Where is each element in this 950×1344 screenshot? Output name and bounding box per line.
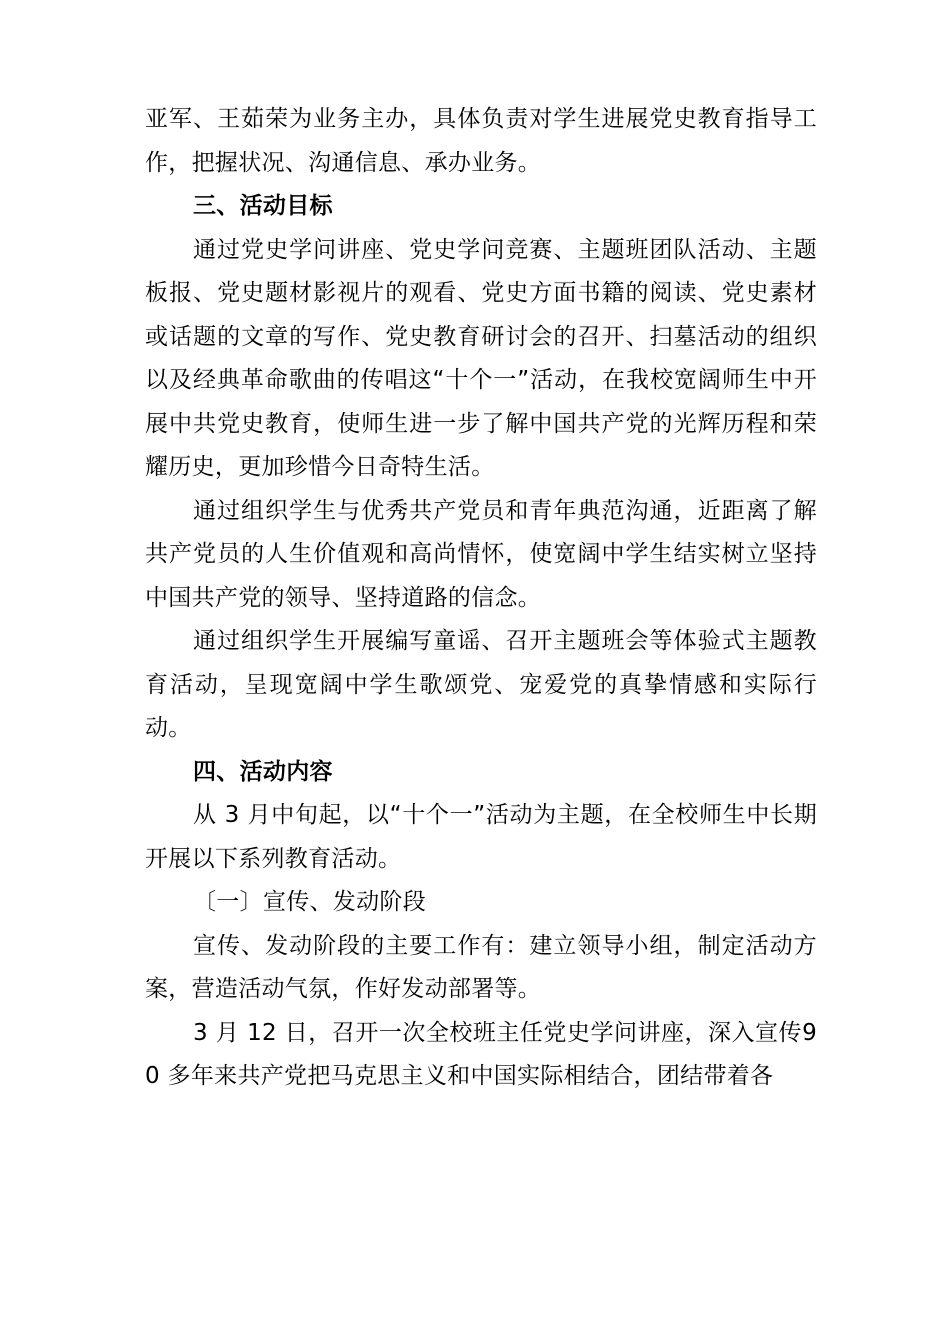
document-body bbox=[145, 98, 817, 1099]
paragraph-goal-three: 通过组织学生开展编写童谣、召开主题班会等体验式主题教育活动，呈现宽阔中学生歌颂党、宠爱党的真挚情感和实际行动。 bbox=[145, 628, 817, 741]
section-heading-activity-goals: 三、活动目标 bbox=[193, 193, 333, 219]
paragraph-content-intro: 从 3 月中旬起，以“十个一”活动为主题，在全校师生中长期开展以下系列教育活动。 bbox=[145, 802, 817, 872]
paragraph-goal-two: 通过组织学生与优秀共产党员和青年典范沟通，近距离了解共产党员的人生价值观和高尚情怀，使宽阔中学生结实树立坚持中国共产党的领导、坚持道路的信念。 bbox=[145, 497, 817, 611]
subsection-heading-publicity-phase: 〔一〕宣传、发动阶段 bbox=[193, 889, 426, 915]
paragraph-publicity-work: 宣传、发动阶段的主要工作有：建立领导小组，制定活动方案，营造活动气氛，作好发动部署等。 bbox=[145, 932, 817, 1002]
paragraph-intro: 亚军、王茹荣为业务主办，具体负责对学生进展党史教育指导工作，把握状况、沟通信息、承办业务。 bbox=[145, 106, 817, 176]
paragraph-goal-one: 通过党史学问讲座、党史学问竞赛、主题班团队活动、主题板报、党史题材影视片的观看、党史方面书籍的阅读、党史素材或话题的文章的写作、党史教育研讨会的召开、扫墓活动的组织以及经典革命歌曲的传唱这“十个一”活动，在我校宽阔师生中开展中共党史教育，使师生进一步了解中国共产党的光辉历程和荣耀历史，更加珍惜今日奇特生活。 bbox=[145, 236, 817, 480]
section-heading-activity-content: 四、活动内容 bbox=[193, 758, 333, 785]
paragraph-march-12-lecture: 3 月 12 日，召开一次全校班主任党史学问讲座，深入宣传90 多年来共产党把马克思主义和中国实际相结合，团结带着各 bbox=[145, 1019, 817, 1089]
